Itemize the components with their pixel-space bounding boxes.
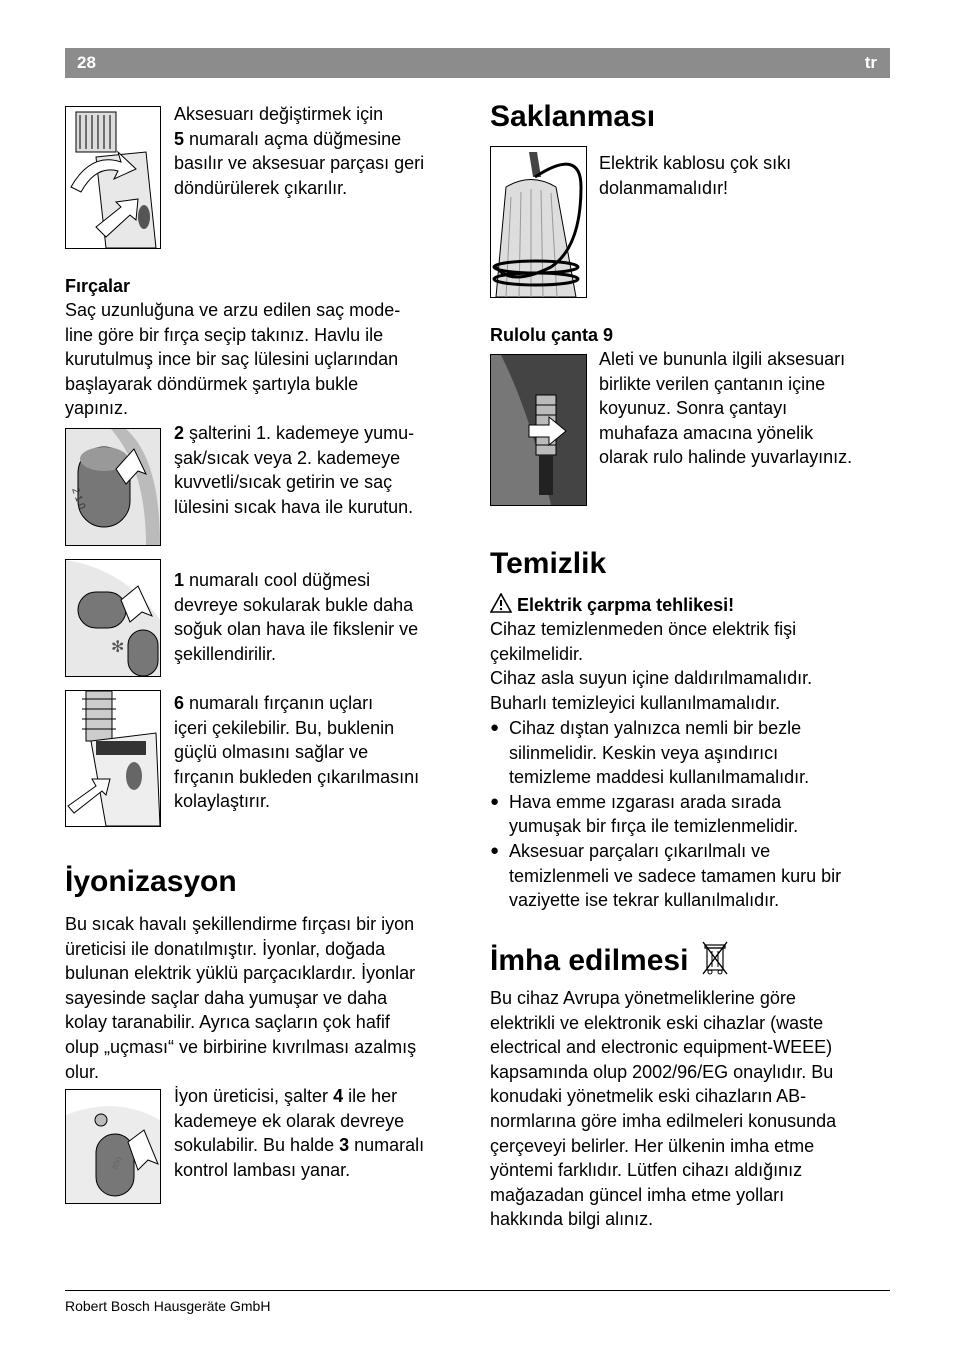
svg-text:ion: ion bbox=[109, 1154, 126, 1172]
ionization-heading: İyonizasyon bbox=[65, 865, 237, 898]
svg-text:✻: ✻ bbox=[111, 639, 125, 656]
cool-button-illustration bbox=[65, 559, 161, 677]
switch-illustration bbox=[65, 428, 161, 546]
switch-text: 2 şalterini 1. kademeye yumu- şak/sıcak veya 2. kademeye kuvvetli/sıcak getirin ve saç lülesini sıcak hava ile kurutun. bbox=[174, 423, 415, 517]
ion-generator-text: İyon üreticisi, şalter 4 ile her kademeye ek olarak devreye sokulabilir. Bu halde 3 numaralı kontrol lambası yanar. bbox=[174, 1086, 425, 1180]
bag-heading: Rulolu çanta 9 bbox=[490, 325, 614, 345]
brushes-heading: Fırçalar bbox=[65, 276, 131, 296]
brushes-paragraph: Saç uzunluğuna ve arzu edilen saç mode- line göre bir fırça seçip takınız. Havlu ile kurutulmuş ince bir saç lülesini uçlarından başlayarak döndürmek şartıyla bukle yapınız. bbox=[65, 300, 401, 419]
disposal-paragraph: Bu cihaz Avrupa yönetmeliklerine göre elektrikli ve elektronik eski cihazlar (waste electrical and electronic equipment-WEEE) kapsamında olup 2002/96/EG onaylıdır. Bu konudaki yönetmelik eski cihazların AB- normlarına göre imha edilmeleri konusunda çerçeveyi belirler. Her ülkenin imha etme yöntemi farklıdır. Lütfen cihazı aldığınız mağazadan güncel imha etme yolları hakkında bilgi alınız. bbox=[490, 988, 837, 1230]
retract-text: 6 numaralı fırçanın uçları içeri çekilebilir. Bu, buklenin güçlü olmasını sağlar ve fırçanın bukleden çıkarılmasını kolaylaştırır. bbox=[174, 693, 420, 812]
disposal-heading: İmha edilmesi bbox=[490, 940, 729, 984]
ion-switch-illustration bbox=[65, 1089, 161, 1204]
bag-paragraph: Aleti ve bununla ilgili aksesuarı birlikte verilen çantanın içine koyunuz. Sonra çantayı muhafaza amacına yönelik olarak rulo halinde yuvarlayınız. bbox=[599, 349, 853, 468]
cool-text: 1 numaralı cool düğmesi devreye sokularak bukle daha soğuk olan hava ile fikslenir ve şekillendirilir. bbox=[174, 570, 419, 664]
retractable-bristles-illustration bbox=[65, 690, 161, 827]
accessory-text: Aksesuarı değiştirmek için 5 numaralı açma düğmesine basılır ve aksesuar parçası geri döndürülerek çıkarılır. bbox=[174, 104, 425, 198]
cleaning-heading: Temizlik bbox=[490, 547, 607, 580]
language-code: tr bbox=[864, 53, 877, 72]
footer-divider bbox=[65, 1290, 890, 1291]
cleaning-warning: Elektrik çarpma tehlikesi! bbox=[490, 593, 734, 620]
cleaning-list bbox=[490, 716, 841, 913]
storage-text: Elektrik kablosu çok sıkı dolanmamalıdır! bbox=[599, 153, 792, 198]
weee-bin-icon bbox=[701, 940, 729, 984]
page-number: 28 bbox=[77, 53, 96, 72]
footer-company: Robert Bosch Hausgeräte GmbH bbox=[65, 1298, 271, 1314]
ionization-paragraph: Bu sıcak havalı şekillendirme fırçası bir iyon üreticisi ile donatılmıştır. İyonlar, doğada bulunan elektrik yüklü parçacıklardır. İyonlar sayesinde saçlar daha yumuşar ve daha kolay taranabilir. Ayrıca saçların çok hafif olup „uçması“ ve birbirine kıvrılması azalmış olur. bbox=[65, 914, 417, 1082]
list-item: ● Cihaz dıştan yalnızca nemli bir bezle silinmelidir. Keskin veya aşındırıcı temizleme maddesi kullanılmamalıdır. bbox=[490, 716, 841, 790]
list-item: ● Hava emme ızgarası arada sırada yumuşak bir fırça ile temizlenmelidir. bbox=[490, 790, 841, 839]
storage-bag-illustration bbox=[490, 354, 587, 506]
accessory-change-illustration bbox=[65, 106, 161, 249]
storage-heading: Saklanması bbox=[490, 100, 656, 133]
page-header-bar bbox=[65, 48, 890, 78]
warning-triangle-icon bbox=[490, 593, 512, 620]
svg-text:2 1 0: 2 1 0 bbox=[69, 486, 88, 511]
cable-storage-illustration bbox=[490, 146, 587, 298]
cleaning-paragraph: Cihaz temizlenmeden önce elektrik fişi çekilmelidir. Cihaz asla suyun içine daldırılmamalıdır. Buharlı temizleyici kullanılmamalıdır. bbox=[490, 619, 813, 713]
list-item: ● Aksesuar parçaları çıkarılmalı ve temizlenmeli ve sadece tamamen kuru bir vaziyette ise tekrar kullanılmalıdır. bbox=[490, 839, 841, 913]
